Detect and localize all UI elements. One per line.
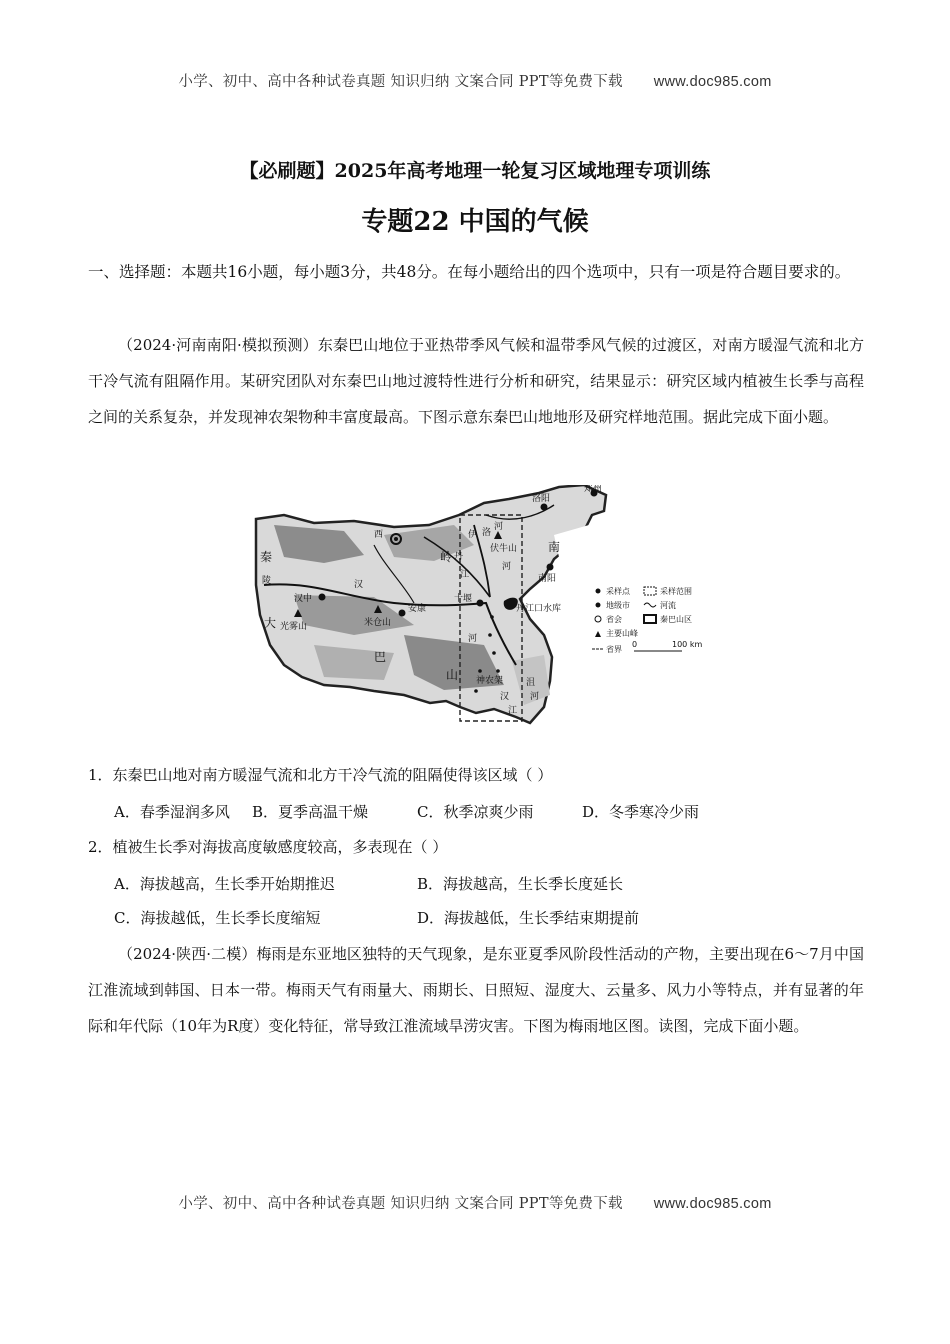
legend-city-symbol: [596, 603, 601, 608]
label-ju: 沮: [526, 678, 536, 688]
label-he2: 河: [502, 562, 512, 572]
footer-url[interactable]: www.doc985.com: [653, 1196, 772, 1212]
legend-scale-100: 100 km: [672, 640, 703, 649]
label-jiang2: 江: [508, 706, 518, 716]
q1-option-d[interactable]: D．冬季寒冷少雨: [582, 803, 700, 821]
city-nanyang: [547, 564, 554, 571]
label-han2: 汉: [500, 692, 510, 702]
q1-option-a[interactable]: A．春季湿润多风: [114, 803, 230, 821]
header-text: 小学、初中、高中各种试卷真题 知识归纳 文案合同 PPT等免费下载: [178, 74, 623, 90]
legend-river: 河流: [660, 601, 676, 610]
label-danjiangkou: 丹江口水库: [516, 604, 562, 614]
legend-region: 秦巴山区: [660, 615, 692, 624]
document-subtitle: 专题22 中国的气候: [361, 207, 589, 237]
label-dan: 丹: [454, 552, 464, 562]
label-han: 汉: [354, 580, 364, 590]
label-luoyang: 洛阳: [532, 494, 551, 504]
legend-region-symbol: [644, 615, 656, 623]
document-title: 【必刷题】2025年高考地理一轮复习区域地理专项训练: [239, 160, 711, 182]
label-da: 大: [264, 616, 277, 630]
q1-option-c[interactable]: C．秋季凉爽少雨: [417, 803, 534, 821]
city-hanzhong: [319, 594, 326, 601]
legend-sample-range-symbol: [644, 587, 656, 595]
label-ankang: 安康: [408, 604, 427, 614]
question-1-stem: 1．东秦巴山地对南方暖湿气流和北方干冷气流的阻隔使得该区域（ ）: [88, 766, 553, 784]
question-2-stem: 2．植被生长季对海拔高度敏感度较高，多表现在（ ）: [88, 838, 448, 856]
passage-2: （2024·陕西·二模）梅雨是东亚地区独特的天气现象，是东亚夏季风阶段性活动的产物，主要出现在6～7月中国江淮流域到韩国、日本一带。梅雨天气有雨量大、雨期长、日照短、湿度大、云量多、风力小等特点，并有显著的年际和年代际（10年为R度）变化特征，常导致江淮流域旱涝灾害。下图为梅雨地区图。读图，完成下面小题。: [88, 945, 864, 1035]
city-luoyang: [541, 504, 548, 511]
legend-scale-0: 0: [632, 640, 638, 649]
label-jiang: 江: [460, 570, 470, 580]
label-he4: 河: [530, 692, 540, 702]
label-shiyan: 十堰: [454, 594, 473, 604]
legend-sample-point-symbol: [596, 589, 601, 594]
page-header: [0, 70, 950, 91]
legend-river-symbol: [644, 603, 656, 607]
legend-border: 省界: [606, 645, 622, 654]
legend-peak: 主要山峰: [606, 629, 638, 638]
passage-1: （2024·河南南阳·模拟预测）东秦巴山地位于亚热带季风气候和温带季风气候的过渡区，对南方暖湿气流和北方干冷气流有阻隔作用。某研究团队对东秦巴山地过渡特性进行分析和研究，结果显示：研究区域内植被生长季与高程之间的关系复杂，并发现神农架物种丰富度最高。下图示意东秦巴山地地形及研究样地范围。据此完成下面小题。: [88, 336, 864, 426]
section-heading: 一、选择题：本题共16小题，每小题3分，共48分。在每小题给出的四个选项中，只有一项是符合题目要求的。: [88, 263, 851, 281]
q2-option-d[interactable]: D．海拔越低，生长季结束期提前: [417, 909, 640, 927]
sample-point: [492, 651, 496, 655]
label-ling2: 陵: [262, 576, 272, 586]
label-micang: 米仓山: [364, 618, 392, 628]
label-hanzhong: 汉中: [294, 594, 313, 604]
label-nanyang: 南阳: [538, 574, 557, 584]
legend-peak-symbol: [595, 631, 601, 637]
label-qin: 秦: [260, 550, 273, 564]
city-ankang: [399, 610, 406, 617]
legend-sample-range: 采样范围: [660, 587, 692, 596]
footer-text: 小学、初中、高中各种试卷真题 知识归纳 文案合同 PPT等免费下载: [178, 1196, 623, 1212]
label-funiu: 伏牛山: [490, 544, 518, 554]
legend-city: 地级市: [606, 601, 630, 610]
page-footer: [0, 1192, 950, 1213]
label-he1: 河: [494, 522, 504, 532]
label-nan: 南: [548, 540, 561, 554]
header-url[interactable]: www.doc985.com: [653, 74, 772, 90]
map-legend: [592, 586, 702, 654]
label-ba: 巴: [374, 650, 387, 664]
legend-sample-point: 采样点: [606, 587, 630, 596]
label-guangwu: 光雾山: [280, 622, 308, 632]
label-he3: 河: [468, 634, 478, 644]
q2-option-c[interactable]: C．海拔越低，生长季长度缩短: [114, 909, 321, 927]
sample-point: [478, 669, 482, 673]
label-zhengzhou: 郑州: [584, 485, 603, 494]
q2-option-b[interactable]: B．海拔越高，生长季长度延长: [417, 875, 624, 893]
label-luo: 洛: [482, 528, 492, 538]
label-shennongjia: 神农架: [476, 676, 504, 686]
label-ling: 岭: [440, 550, 453, 564]
label-xi: 西: [374, 530, 384, 540]
q2-option-a[interactable]: A．海拔越高，生长季开始期推迟: [114, 875, 335, 893]
capital-xian-dot: [394, 537, 398, 541]
sample-point: [474, 689, 478, 693]
sample-point: [496, 669, 500, 673]
label-shan: 山: [446, 668, 459, 682]
qinba-map: [254, 485, 716, 735]
q1-option-b[interactable]: B．夏季高温干燥: [252, 803, 369, 821]
sample-point: [490, 615, 494, 619]
legend-capital-symbol: [595, 616, 601, 622]
sample-point: [488, 633, 492, 637]
city-shiyan: [477, 600, 484, 607]
label-yi: 伊: [468, 530, 478, 540]
legend-capital: 省会: [606, 615, 622, 624]
